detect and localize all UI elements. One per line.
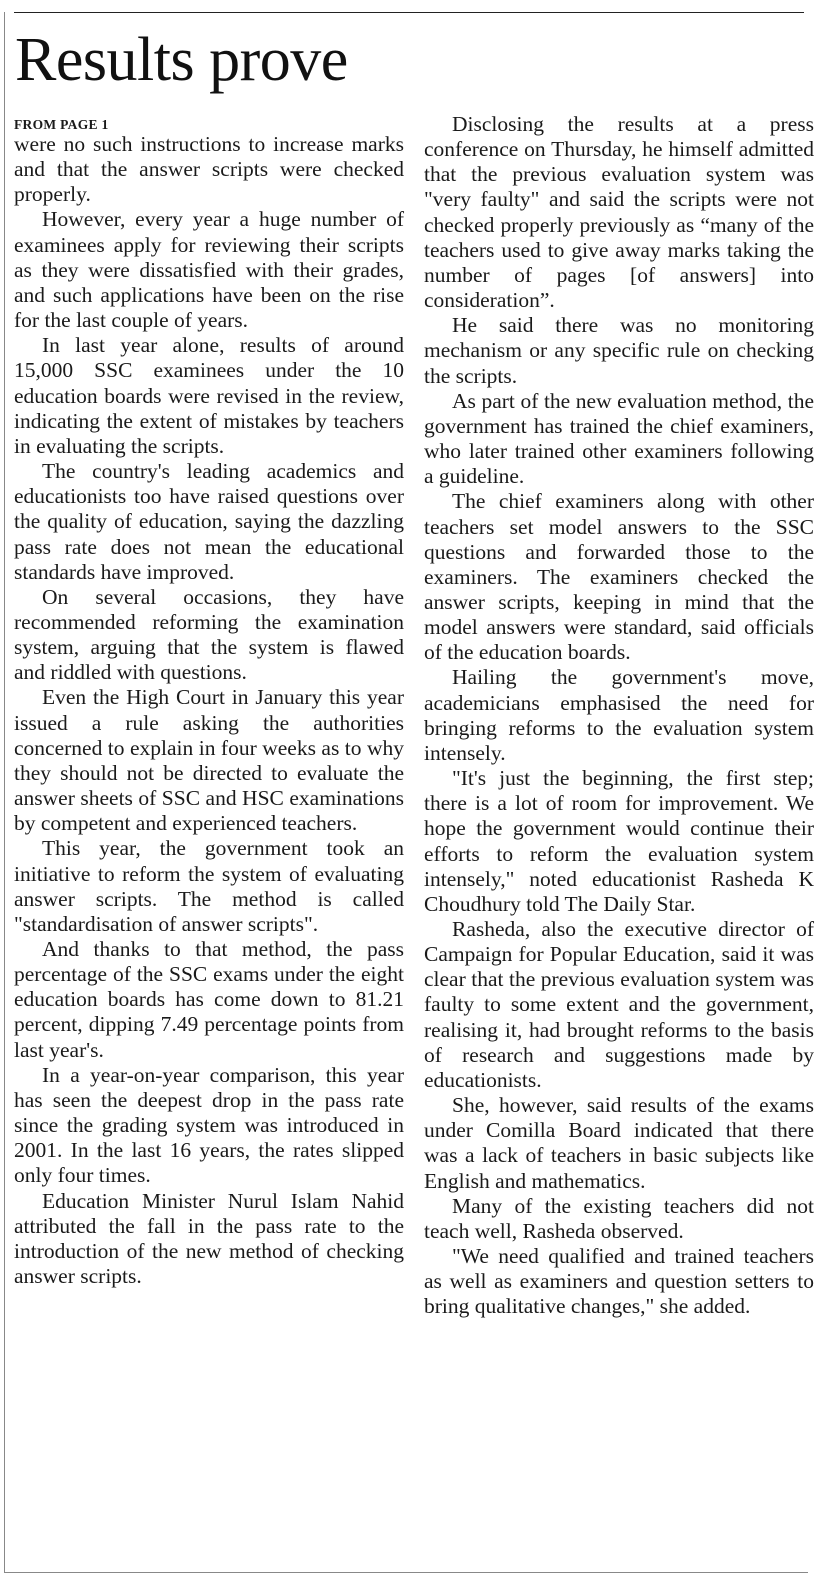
- bottom-scan-edge: [4, 1572, 808, 1573]
- paragraph: Disclosing the results at a press conference on Thursday, he himself admitted that the previous evaluation system was "very faulty" and said the scripts were not checked properly previously as “many of the teachers used to give away marks taking the number of pages [of answers] into consideration”.: [424, 112, 814, 313]
- paragraph: Hailing the government's move, academicians emphasised the need for bringing reforms to the evaluation system intensely.: [424, 665, 814, 765]
- paragraph: This year, the government took an initiative to reform the system of evaluating answer scripts. The method is called "standardisation of answer scripts".: [14, 836, 404, 936]
- left-scan-edge: [4, 12, 5, 1572]
- paragraph: On several occasions, they have recommended reforming the examination system, arguing that the system is flawed and riddled with questions.: [14, 584, 404, 685]
- paragraph: However, every year a huge number of examinees apply for reviewing their scripts as they were dissatisfied with their grades, and such applications have been on the rise for the last couple of years.: [14, 207, 404, 333]
- paragraph: And thanks to that method, the pass percentage of the SSC exams under the eight education boards has come down to 81.21 percent, dipping 7.49 percentage points from last year's.: [14, 937, 404, 1062]
- paragraph: "It's just the beginning, the first step; there is a lot of room for improvement. We hope the government would continue their efforts to reform the evaluation system intensely," noted educationist Rasheda K Choudhury told The Daily Star.: [424, 766, 814, 916]
- article-column-right: [424, 112, 814, 1320]
- paragraph: Many of the existing teachers did not teach well, Rasheda observed.: [424, 1193, 814, 1243]
- paragraph: As part of the new evaluation method, the government has trained the chief examiners, who later trained other examiners following a guideline.: [424, 388, 814, 489]
- paragraph: She, however, said results of the exams under Comilla Board indicated that there was a lack of teachers in basic subjects like English and mathematics.: [424, 1093, 814, 1193]
- paragraph: The country's leading academics and educationists too have raised questions over the quality of education, saying the dazzling pass rate does not mean the educational standards have improved.: [14, 459, 404, 584]
- paragraph: Rasheda, also the executive director of Campaign for Popular Education, said it was clear that the previous evaluation system was faulty to some extent and the government, realising it, had brought reforms to the basis of research and suggestions made by educationists.: [424, 917, 814, 1092]
- top-rule: [14, 12, 804, 13]
- paragraph: The chief examiners along with other teachers set model answers to the SSC questions and forwarded those to the examiners. The examiners checked the answer scripts, keeping in mind that the model answers were standard, said officials of the education boards.: [424, 489, 814, 665]
- headline: Results prove: [15, 26, 348, 94]
- continuation-label: FROM PAGE 1: [14, 117, 109, 132]
- paragraph: Even the High Court in January this year issued a rule asking the authorities concerned to explain in four weeks as to why they should not be directed to evaluate the answer sheets of SSC and HSC examinations by competent and experienced teachers.: [14, 685, 404, 836]
- paragraph: were no such instructions to increase marks and that the answer scripts were checked properly.: [14, 132, 404, 207]
- paragraph: In a year-on-year comparison, this year has seen the deepest drop in the pass rate since the grading system was introduced in 2001. In the last 16 years, the rates slipped only four times.: [14, 1062, 404, 1188]
- paragraph: In last year alone, results of around 15,000 SSC examinees under the 10 education boards were revised in the review, indicating the extent of mistakes by teachers in evaluating the scripts.: [14, 333, 404, 458]
- paragraph: He said there was no monitoring mechanism or any specific rule on checking the scripts.: [424, 313, 814, 388]
- paragraph: Education Minister Nurul Islam Nahid attributed the fall in the pass rate to the introduction of the new method of checking answer scripts.: [14, 1188, 404, 1289]
- article-column-left: [14, 112, 404, 1289]
- paragraph: "We need qualified and trained teachers as well as examiners and question setters to bring qualitative changes," she added.: [424, 1244, 814, 1319]
